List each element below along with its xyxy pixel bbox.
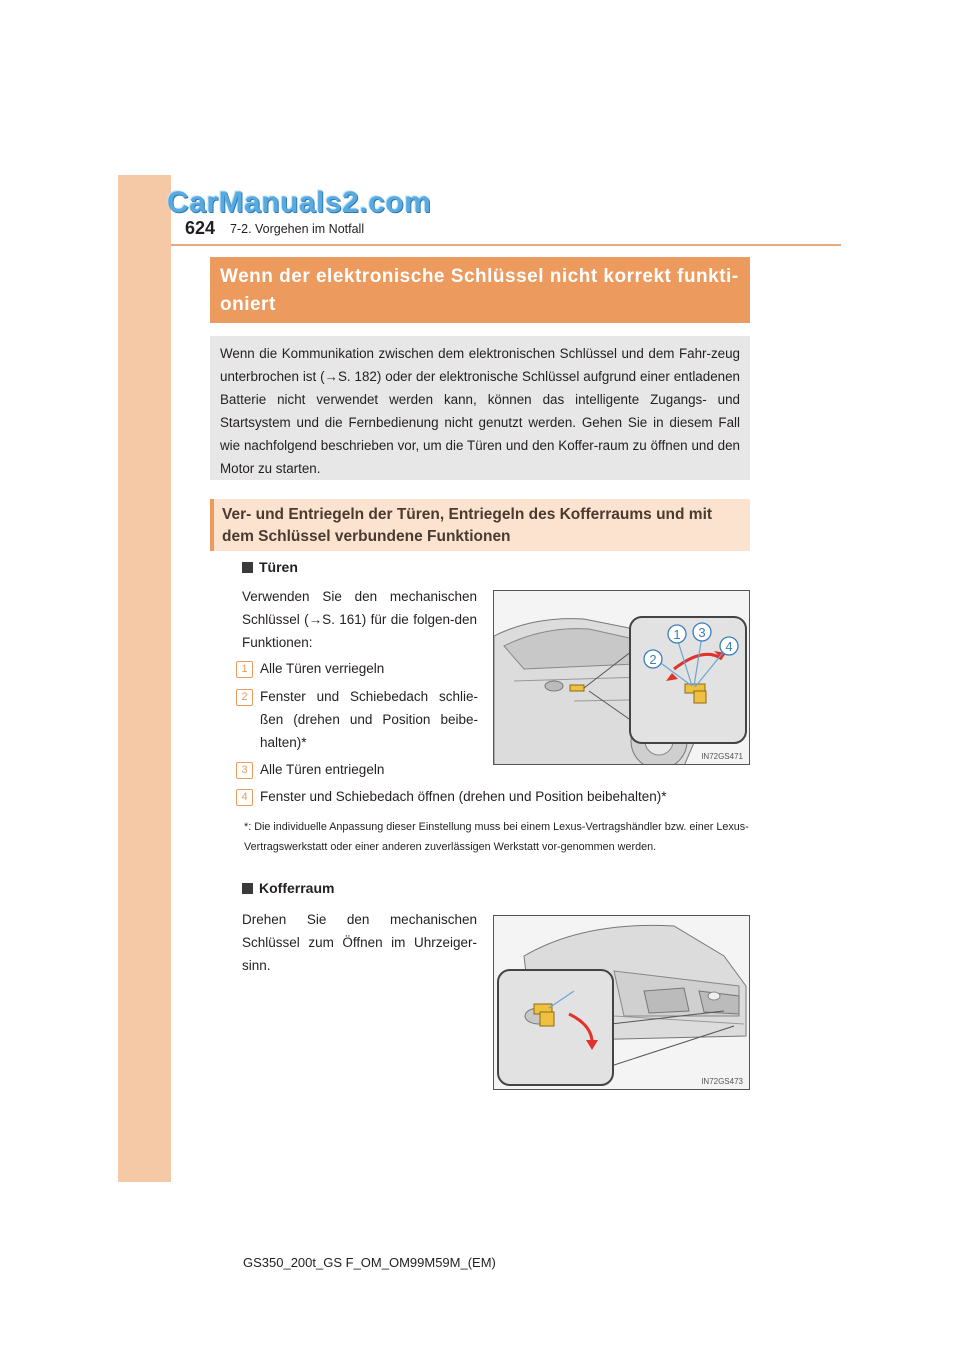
doors-illustration <box>493 590 750 765</box>
trunk-text: Drehen Sie den mechanischen Schlüssel zum Öffnen im Uhrzeiger-sinn. <box>242 912 477 973</box>
doors-item-2: Fenster und Schiebedach schlie-ßen (drehen und Position beibe-halten)* <box>260 689 478 750</box>
image-code: IN72GS473 <box>701 1077 743 1086</box>
section-title: Wenn der elektronische Schlüssel nicht korrekt funkti-oniert <box>210 257 750 323</box>
doors-heading: Türen <box>242 559 298 575</box>
doors-text: Verwenden Sie den mechanischen Schlüssel (→S. 161) für die folgen-den Funktionen: <box>242 589 477 650</box>
square-bullet-icon <box>242 562 253 573</box>
svg-text:3: 3 <box>698 625 706 640</box>
header-rule <box>171 244 841 246</box>
side-tab <box>118 175 171 1182</box>
doors-item-1: Alle Türen verriegeln <box>260 661 385 676</box>
svg-text:1: 1 <box>673 627 681 642</box>
trunk-illustration <box>493 915 750 1090</box>
doors-footnote: *: Die individuelle Anpassung dieser Einstellung muss bei einem Lexus-Vertragshändler bzw. einer Lexus-Vertragswerkstatt oder einer anderen zuverlässigen Werkstatt vor-genommen werden. <box>244 821 749 853</box>
badge-4: 4 <box>236 789 253 806</box>
car-door-key-illustration <box>494 591 750 765</box>
watermark-logo: CarManuals2.com <box>167 186 432 219</box>
chapter-heading: 7-2. Vorgehen im Notfall <box>230 222 365 236</box>
doors-item-3: Alle Türen entriegeln <box>260 762 385 777</box>
svg-text:2: 2 <box>649 652 657 667</box>
badge-3: 3 <box>236 762 253 779</box>
square-bullet-icon <box>242 883 253 894</box>
trunk-heading: Kofferraum <box>242 880 334 896</box>
page-number: 624 <box>185 218 216 238</box>
intro-text: Wenn die Kommunikation zwischen dem elektronischen Schlüssel und dem Fahr-zeug unterbrochen ist (→S. 182) oder der elektronische Schlüssel aufgrund einer entladenen Batterie nicht verwendet werden kann, können das intelligente Zugangs- und Startsystem und die Fernbedienung nicht genutzt werden. Gehen Sie in diesem Fall wie nachfolgend beschrieben vor, um die Türen und den Koffer-raum zu öffnen und den Motor zu starten. <box>210 336 750 480</box>
car-trunk-key-illustration <box>494 916 750 1090</box>
svg-text:4: 4 <box>725 639 733 654</box>
badge-2: 2 <box>236 689 253 706</box>
image-code: IN72GS471 <box>701 752 743 761</box>
doors-item-4: Fenster und Schiebedach öffnen (drehen und Position beibehalten)* <box>260 789 667 804</box>
badge-1: 1 <box>236 661 253 678</box>
footer-code: GS350_200t_GS F_OM_OM99M59M_(EM) <box>243 1255 496 1270</box>
subsection-title: Ver- und Entriegeln der Türen, Entriegeln des Kofferraums und mit dem Schlüssel verbundene Funktionen <box>210 499 750 551</box>
